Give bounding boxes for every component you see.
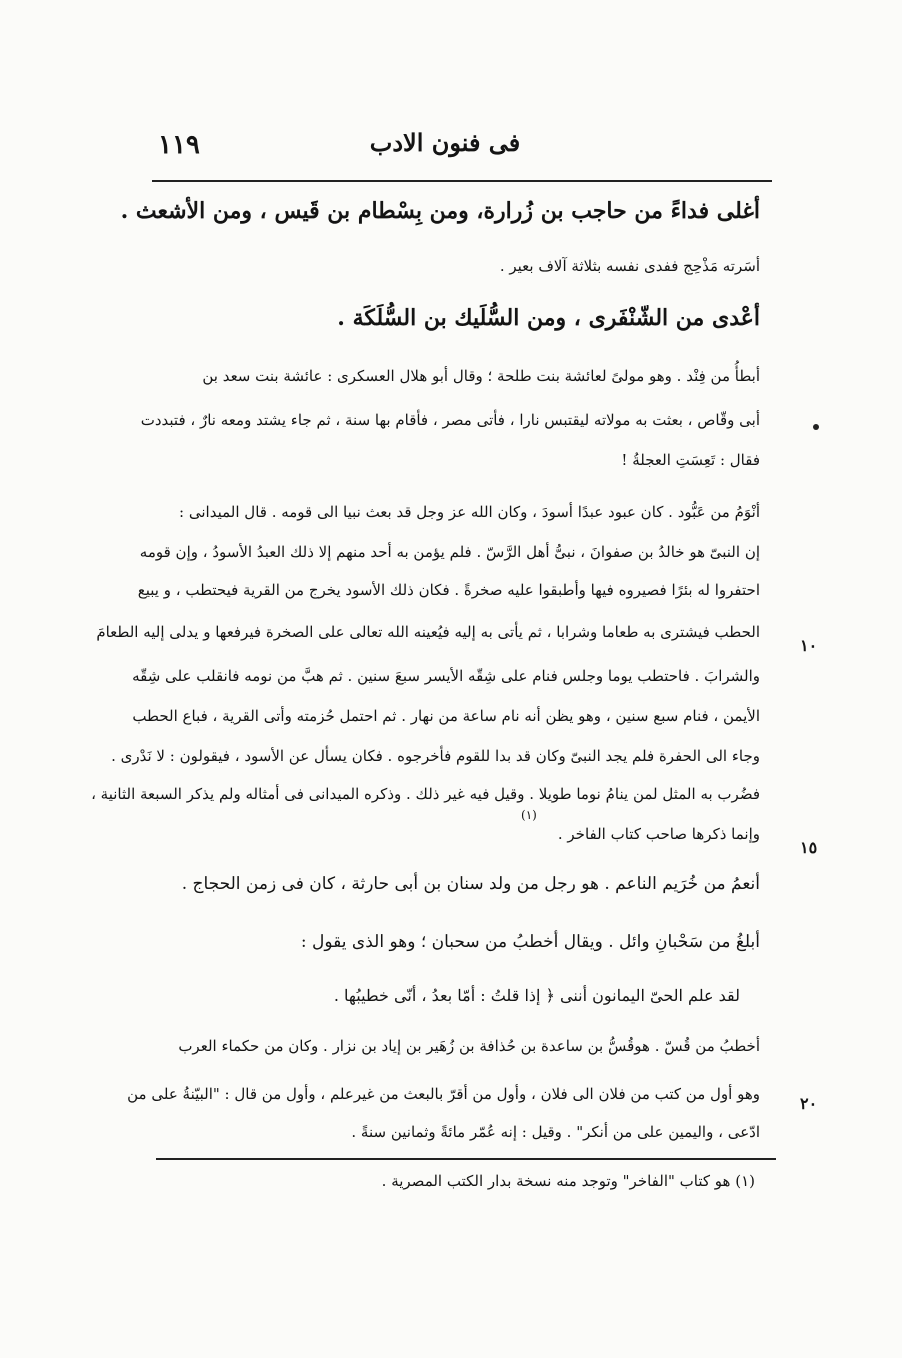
- paragraph-line: فقال : تَعِسَتِ العجلةُ !: [621, 451, 760, 469]
- entry-heading-ablagh: أبلغُ من سَحْبانِ وائل . ويقال أخطبُ من سحبان ؛ وهو الذى يقول :: [300, 932, 760, 952]
- page-number: ١١٩: [158, 130, 200, 160]
- paragraph-line: وهو أول من كتب من فلان الى فلان ، وأول من أقرّ بالبعث من غيرعلم ، وأول من قال : "البيّنةُ على من: [127, 1085, 760, 1103]
- header-rule: [152, 180, 772, 182]
- line-number: ١٥: [800, 838, 818, 857]
- line-number: ١٠: [800, 636, 818, 655]
- line-number: ٢٠: [800, 1094, 818, 1113]
- footnote-marker: (١): [521, 808, 537, 822]
- running-title: فى فنون الادب: [369, 128, 521, 157]
- paragraph-line: أبى وقّاص ، بعثت به مولاته ليقتبس نارا ، فأتى مصر ، فأقام بها سنة ، ثم جاء يشتد ومعه نارٌ ، فتبددت: [140, 411, 760, 429]
- paragraph-line: أبطأُ من فِنْد . وهو مولىً لعائشة بنت طلحة ؛ وقال أبو هلال العسكرى : عائشة بنت سعد بن: [202, 367, 760, 385]
- paragraph-line: الأيمن ، فنام سبع سنين ، وهو يظن أنه نام ساعة من نهار . ثم احتمل حُزمته وأتى القرية ، فباع الحطب: [132, 707, 760, 725]
- paragraph-line: ادّعى ، واليمين على من أنكر" . وقيل : إنه عُمّر مائةً وثمانين سنةً .: [351, 1123, 760, 1141]
- paragraph-line: والشرابَ . فاحتطب يوما وجلس فنام على شِقّه الأيسر سبعَ سنين . ثم هبَّ من نومه فانقلب على شِقّه: [132, 667, 760, 685]
- paragraph-line: أنْوَمُ من عَبُّود . كان عبود عبدًا أسودَ ، وكان الله عز وجل قد بعث نبيا الى قومه . قال الميدانى :: [179, 503, 760, 521]
- paragraph-line: وإنما ذكرها صاحب كتاب الفاخر .: [557, 825, 760, 843]
- paragraph-line: الحطب فيشترى به طعاما وشرابا ، ثم يأتى به إليه فيُعينه الله تعالى على الصخرة فيرفعها و يدلى إليه الطعامَ: [96, 623, 760, 641]
- entry-heading-aghla: أغلى فداءً من حاجب بن زُرارة، ومن بِسْطام بن قَيس ، ومن الأشعث .: [120, 198, 760, 224]
- paragraph-line: أخطبُ من قُسّ . هوقُسُّ بن ساعدة بن حُذافة بن زُهَير بن إياد بن نزار . وكان من حكماء العرب: [178, 1037, 760, 1055]
- paragraph-line: فضُرب به المثل لمن ينامُ نوما طويلا . وقيل فيه غير ذلك . وذكره الميدانى فى أمثاله ولم يذكر السبعة الثانية ،: [91, 785, 760, 803]
- entry-note-aghla: أسَرته مَذْحِج ففدى نفسه بثلاثة آلاف بعير .: [499, 257, 760, 275]
- paragraph-line: احتفروا له بئرًا فصيروه فيها وأطبقوا عليه صخرةً . فكان ذلك الأسود يخرج من القرية فيحتطب ، و يبيع: [137, 581, 760, 599]
- print-mark: [813, 424, 819, 430]
- paragraph-line: إن النبىّ هو خالدُ بن صفوانَ ، نبىُّ أهل الرَّسّ . فلم يؤمن به أحد منهم إلا ذلك العبدُ الأسودُ ، وإن قومه: [139, 543, 760, 561]
- footnote: (١) هو كتاب "الفاخر" وتوجد منه نسخة بدار الكتب المصرية .: [381, 1172, 755, 1190]
- entry-heading-anam: أنعمُ من خُرَيم الناعم . هو رجل من ولد سنان بن أبى حارثة ، كان فى زمن الحجاج .: [181, 874, 760, 894]
- entry-heading-adda: أعْدى من الشّنْفَرى ، ومن السُّلَيك بن السُّلَكَة .: [337, 305, 760, 331]
- verse-line: لقد علم الحىّ اليمانون أننى ﴿ إذا قلتُ : أمّا بعدُ ، أنّى خطيبُها .: [333, 986, 740, 1005]
- paragraph-line: وجاء الى الحفرة فلم يجد النبىّ وكان قد بدا للقوم فأخرجوه . فكان يسأل عن الأسود ، فيقولون : لا نَدْرى .: [111, 747, 760, 765]
- footnote-rule: [156, 1158, 776, 1160]
